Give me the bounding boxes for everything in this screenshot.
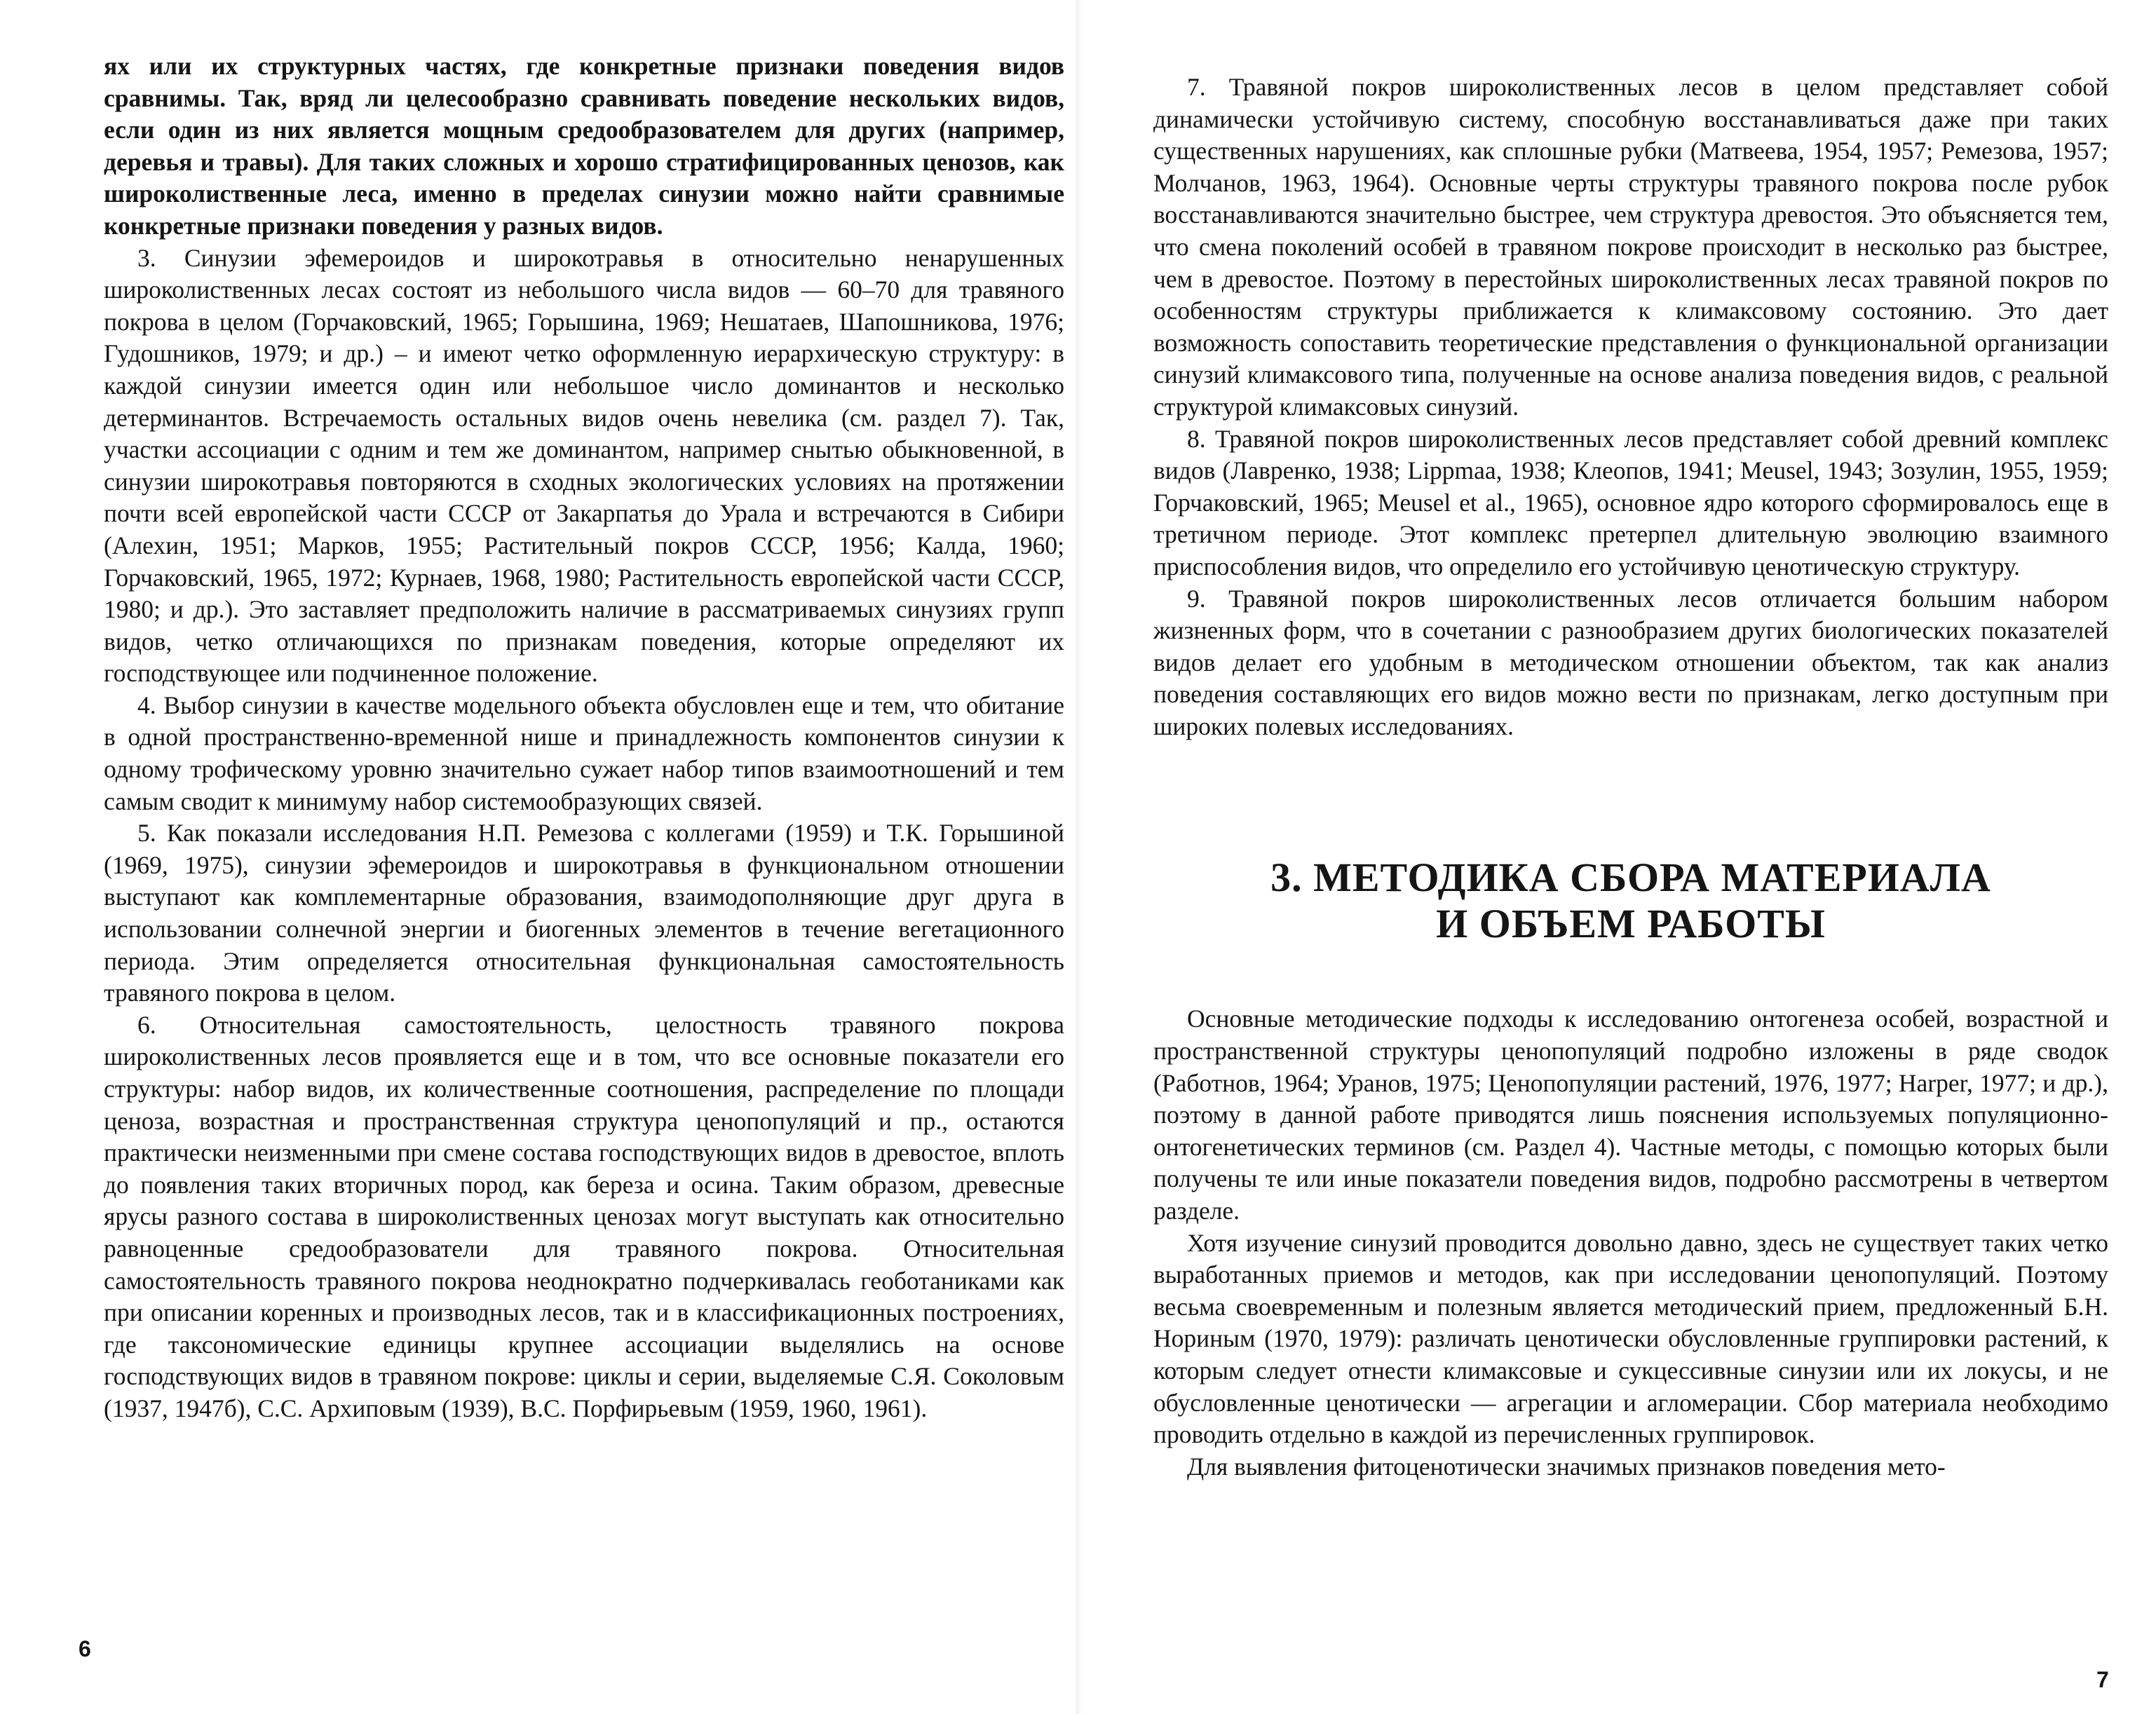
right-text-column [1153,72,2108,1483]
section-paragraph-1: Основные методические подходы к исследованию онтогенеза особей, возрастной и пространственной структуры ценопопуляций подробно изложены в ряде сводок (Работнов, 1964; Уранов, 1975; Ценопопуляции растений, 1976, 1977; Harper, 1977; и др.), поэтому в данной работе приводятся лишь пояснения используемых популяционно-онтогенетических терминов (см. Раздел 4). Частные методы, с помощью которых были получены те или иные показатели поведения видов, подробно рассмотрены в четвертом разделе. [1153,1005,2108,1225]
right-paragraph-7: 7. Травяной покров широколиственных лесов в целом представляет собой динамически устойчивую систему, способную восстанавливаться даже при таких существенных нарушениях, как сплошные рубки (Матвеева, 1954, 1957; Ремезова, 1957; Молчанов, 1963, 1964). Основные черты структуры травяного покрова после рубок восстанавливаются значительно быстрее, чем структура древостоя. Это объясняется тем, что смена поколений особей в травяном покрове происходит в несколько раз быстрее, чем в древостое. Поэтому в перестойных широколиственных лесах травяной покров по особенностям структуры приближается к климаксовому состоянию. Это дает возможность сопоставить теоретические представления о функциональной организации синузий климаксового типа, полученные на основе анализа поведения видов, с реальной структурой климаксовых синузий. [1153,73,2108,421]
left-paragraph-continuation: ях или их структурных частях, где конкретные признаки поведения видов сравнимы. Так, вряд ли целесообразно сравнивать поведение нескольких видов, если один из них является мощным средообразователем для других (например, деревья и травы). Для таких сложных и хорошо стратифицированных ценозов, как широколиственные леса, именно в пределах синузии можно найти сравнимые конкретные признаки поведения у разных видов. [104,52,1064,240]
right-page [1078,0,2156,1714]
section-paragraph-3: Для выявления фитоценотически значимых признаков поведения мето- [1187,1452,1946,1481]
section-heading-line-2: И ОБЪЕМ РАБОТЫ [1436,901,1826,947]
right-paragraph-9: 9. Травяной покров широколиственных лесов отличается большим набором жизненных форм, что в сочетании с разнообразием других биологических показателей видов делает его удобным в методическом отношении объектом, так как анализ поведения составляющих его видов можно вести по признакам, легко доступным при широких полевых исследованиях. [1153,584,2108,740]
section-heading [1153,855,2108,947]
left-paragraph-6: 6. Относительная самостоятельность, целостность травяного покрова широколиственных лесов проявляется еще и в том, что все основные показатели его структуры: набор видов, их количественные соотношения, распределение по площади ценоза, возрастная и пространственная структура ценопопуляций и пр., остаются практически неизменными при смене состава господствующих видов в древостое, вплоть до появления таких вторичных пород, как береза и осина. Таким образом, древесные ярусы разного состава в широколиственных ценозах могут выступать как относительно равноценные средообразователи для травяного покрова. Относительная самостоятельность травяного покрова неоднократно подчеркивалась геоботаниками как при описании коренных и производных лесов, так и в классификационных построениях, где таксономические единицы крупнее ассоциации выделялись на основе господствующих видов в травяном покрове: циклы и серии, выделяемые С.Я. Соколовым (1937, 1947б), С.С. Архиповым (1939), В.С. Порфирьевым (1959, 1960, 1961). [104,1010,1064,1422]
page-number-right: 7 [2096,1667,2109,1692]
left-paragraph-3: 3. Синузии эфемероидов и широкотравья в относительно ненарушенных широколиственных лесах состоят из небольшого числа видов — 60–70 для травяного покрова в целом (Горчаковский, 1965; Горышина, 1969; Нешатаев, Шапошникова, 1976; Гудошников, 1979; и др.) – и имеют четко оформленную иерархическую структуру: в каждой синузии имеется один или небольшое число доминантов и несколько детерминантов. Встречаемость остальных видов очень невелика (см. раздел 7). Так, участки ассоциации с одним и тем же доминантом, например снытью обыкновенной, в синузии широкотравья повторяются в сходных экологических условиях на протяжении почти всей европейской части СССР от Закарпатья до Урала и встречаются в Сибири (Алехин, 1951; Марков, 1955; Растительный покров СССР, 1956; Калда, 1960; Горчаковский, 1965, 1972; Курнаев, 1968, 1980; Растительность европейской части СССР, 1980; и др.). Это заставляет предположить наличие в рассматриваемых синузиях групп видов, четко отличающихся по признакам поведения, которые определяют их господствующее или подчиненное положение. [104,243,1064,688]
left-paragraph-4: 4. Выбор синузии в качестве модельного объекта обусловлен еще и тем, что обитание в одной пространственно-временной нише и принадлежность компонентов синузии к одному трофическому уровню значительно сужает набор типов взаимоотношений и тем самым сводит к минимуму набор системообразующих связей. [104,691,1064,815]
page-number-left: 6 [79,1636,91,1661]
section-paragraph-2: Хотя изучение синузий проводится довольно давно, здесь не существует таких четко выработанных приемов и методов, как при исследовании ценопопуляций. Поэтому весьма своевременным и полезным является методический прием, предложенный Б.Н. Нориным (1970, 1979): различать ценотически обусловленные группировки растений, к которым следует отнести климаксовые и сукцессивные синузии или их локусы, и не обусловленные ценотически — агрегации и агломерации. Сбор материала необходимо проводить отдельно в каждой из перечисленных группировок. [1153,1228,2108,1449]
left-text-column [104,50,1064,1425]
left-paragraph-5: 5. Как показали исследования Н.П. Ремезова с коллегами (1959) и Т.К. Горышиной (1969, 1975), синузии эфемероидов и широкотравья в функциональном отношении выступают как комплементарные образования, взаимодополняющие друг друга в использовании солнечной энергии и биогенных элементов в течение вегетационного периода. Этим определяется относительная функциональная самостоятельность травяного покрова в целом. [104,819,1064,1007]
right-paragraph-8: 8. Травяной покров широколиственных лесов представляет собой древний комплекс видов (Лавренко, 1938; Lippmaa, 1938; Клеопов, 1941; Meusel, 1943; Зозулин, 1955, 1959; Горчаковский, 1965; Meusel et al., 1965), основное ядро которого сформировалось еще в третичном периоде. Этот комплекс претерпел длительную эволюцию взаимного приспособления видов, что определило его устойчивую ценотическую структуру. [1153,424,2108,580]
section-heading-line-1: 3. МЕТОДИКА СБОРА МАТЕРИАЛА [1270,855,1991,901]
